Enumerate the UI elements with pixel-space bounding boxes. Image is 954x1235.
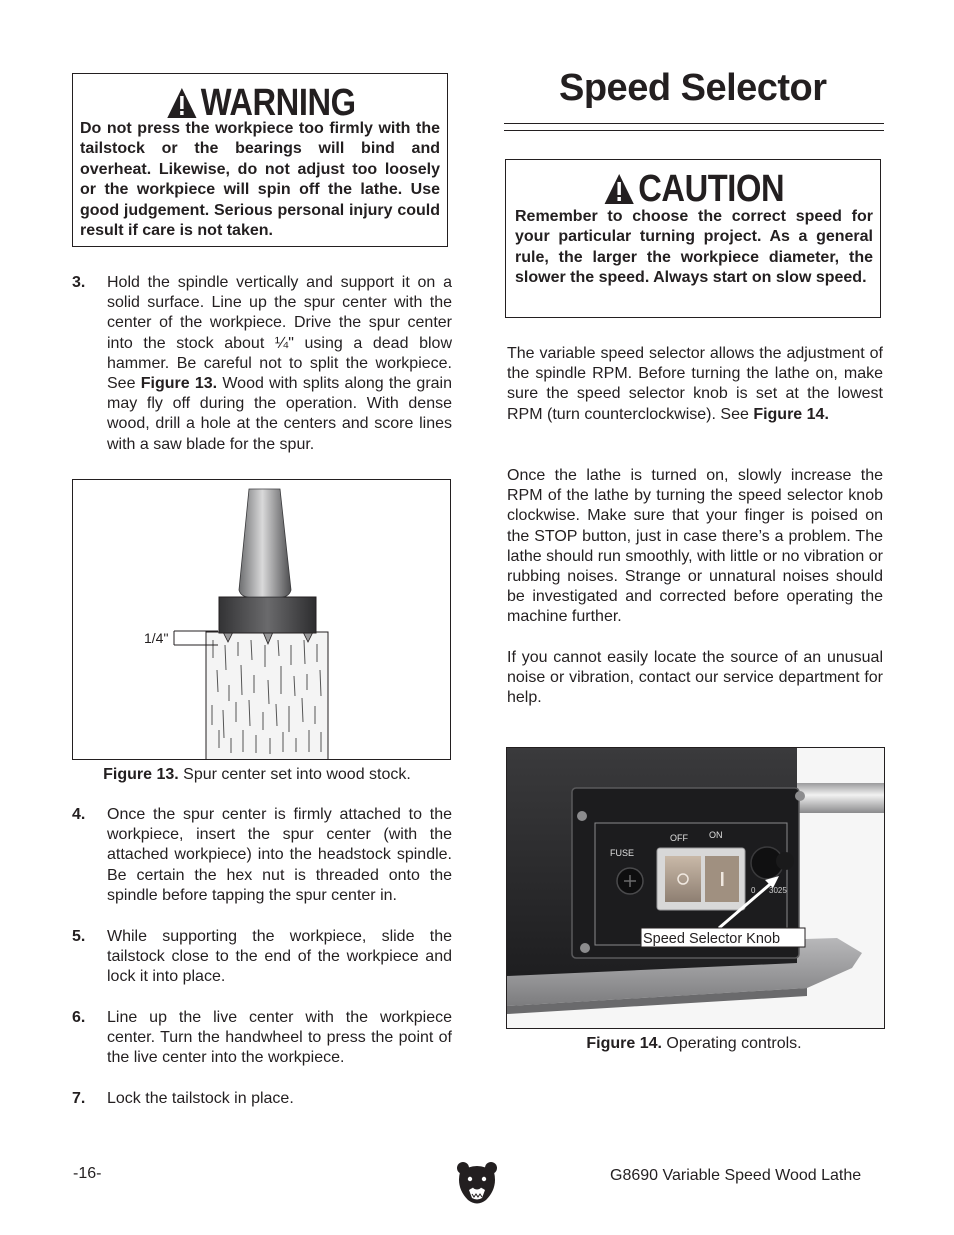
paragraph-1: The variable speed selector allows the adjustment of the spindle RPM. Before turning the lathe on, make sure the speed selector knob is set at the lowest RPM (turn counterclockwise). See Figure 14. — [507, 345, 883, 423]
step-text: Line up the live center with the workpiece center. Turn the handwheel to press the point of the live center into the workpiece. — [107, 1009, 452, 1067]
step-text: Lock the tailstock in place. — [107, 1090, 294, 1107]
warning-triangle-icon — [166, 86, 197, 120]
control-panel-photo — [507, 748, 885, 1029]
step-6 — [72, 1008, 452, 1069]
title-rule — [504, 123, 884, 131]
step-number: 4. — [72, 806, 86, 823]
caution-title: CAUTION — [532, 170, 855, 208]
spur-hub — [219, 597, 316, 633]
step-7 — [72, 1089, 452, 1109]
figure-14 — [506, 747, 885, 1029]
figure-13 — [72, 479, 451, 760]
figure-13-caption: Figure 13. Spur center set into wood stock. — [103, 766, 411, 783]
figure-14-reference: Figure 14. — [753, 405, 829, 423]
paragraph-3: If you cannot easily locate the source of an unusual noise or vibration, contact our service department for help. — [507, 649, 883, 707]
step-3 — [72, 273, 452, 455]
step-number: 7. — [72, 1090, 86, 1107]
svg-text:3025: 3025 — [769, 886, 787, 895]
callout-label: Speed Selector Knob — [643, 931, 781, 947]
warning-title: WARNING — [99, 84, 422, 122]
step-number: 6. — [72, 1009, 86, 1026]
warning-text: Do not press the workpiece too firmly with the tailstock or the bearings will bind and overheat. Likewise, do not adjust too loosely or the workpiece will spin off the lathe. Use good judgement. Serious personal injury could result if care is not taken. — [80, 120, 440, 240]
figure-13-reference: Figure 13. — [140, 375, 218, 393]
manual-title: G8690 Variable Speed Wood Lathe — [610, 1167, 862, 1184]
step-text: Hold the spindle vertically and support it on a solid surface. Line up the spur center with the center of the workpiece. Drive the spur center into the stock about ¼" using a dead blow hammer. Be careful not to split the workpiece. See Figure 13. Wood with splits along the grain may fly off during the operation. With dense wood, drill a hole at the centers and score lines with a saw blade for the spur. — [107, 274, 452, 453]
svg-text:OFF: OFF — [670, 833, 688, 843]
svg-text:0: 0 — [751, 886, 756, 895]
spur-shank — [239, 489, 291, 597]
step-5 — [72, 927, 452, 988]
warning-triangle-icon — [604, 172, 635, 206]
wood-stock — [206, 632, 328, 760]
warning-box — [72, 73, 448, 247]
caution-box — [505, 159, 881, 318]
svg-text:ON: ON — [709, 830, 723, 840]
dimension-label: 1/4" — [144, 630, 169, 646]
spur-center-illustration — [73, 480, 451, 760]
step-4 — [72, 805, 452, 906]
paragraph-2: Once the lathe is turned on, slowly increase the RPM of the lathe by turning the speed selector knob clockwise. Make sure that your finger is poised on the STOP button, just in case there’s a problem. The lathe should run smoothly, with little or no vibration or rubbing noises. Strange or unnatural noises should be investigated and corrected before operating the machine further. — [507, 467, 883, 626]
svg-text:FUSE: FUSE — [610, 848, 635, 858]
page-number: -16- — [73, 1165, 102, 1182]
step-number: 3. — [72, 274, 86, 291]
step-number: 5. — [72, 928, 86, 945]
caution-text: Remember to choose the correct speed for your particular turning project. As a general rule, the larger the workpiece diameter, the slower the speed. Always start on slow speed. — [515, 208, 873, 287]
step-text: Once the spur center is firmly attached to the workpiece, insert the spur center (with the attached workpiece) into the headstock spindle. Be certain the hex nut is threaded onto the spindle before tapping the spur center in. — [107, 806, 452, 904]
bear-head-icon — [456, 1160, 498, 1206]
figure-14-caption: Figure 14. Operating controls. — [586, 1035, 802, 1052]
step-text: While supporting the workpiece, slide the tailstock close to the end of the workpiece and lock it into place. — [107, 928, 452, 986]
section-title: Speed Selector — [559, 67, 827, 109]
